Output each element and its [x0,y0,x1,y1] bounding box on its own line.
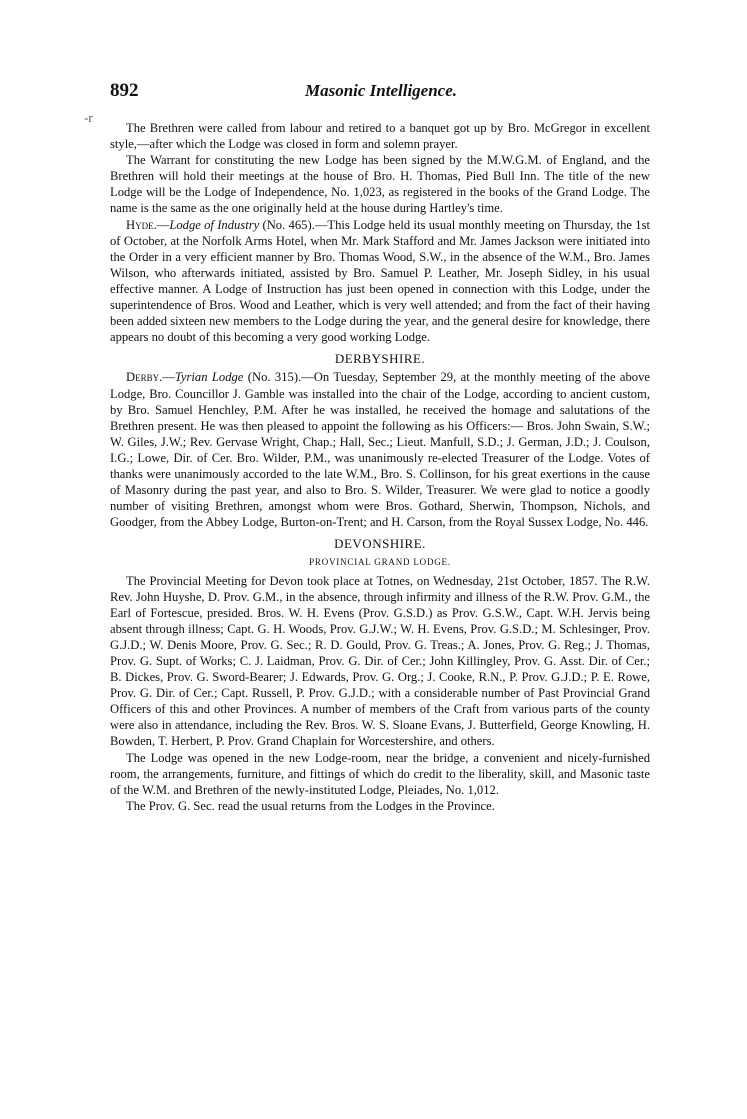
lodge-name-tyrian: Tyrian Lodge [174,370,244,385]
running-title: Masonic Intelligence. [304,81,458,100]
paragraph-derby: Derby.—Tyrian Lodge (No. 315).—On Tuesday, September 29, at the monthly meeting of the above Lodge, Bro. Councillor J. Gamble was installed into the chair of the Lodge, according to ancient custom, by Bro. Samuel Henchley, P.M. After he was installed, he received the homage and salutations of the Brethren present. He was then pleased to appoint the following as his Officers:— Bros. John Swain, S.W.; W. Giles, J.W.; Rev. Gervase Wright, Chap.; Hall, Sec.; Lieut. Manfull, S.D.; J. German, J.D.; J. Coulson, I.G.; Lowe, Dir. of Cer. Bro. Wilder, P.M., was unanimously re-elected Treasurer of the Lodge. Votes of thanks were unanimously accorded to the late W.M., Bro. S. Collinson, for his great exertions in the cause of Masonry during the past year, and also to Bro. S. Wilder, Treasurer. We were glad to notice a goodly number of visiting Brethren, amongst whom were Bros. Gothard, Sherwin, Thompson, Nichols, and Goodger, from the Abbey Lodge, Burton-on-Trent; and H. Carson, from the Royal Sussex Lodge, No. 446. [110,370,650,530]
paragraph-banquet: The Brethren were called from labour and retired to a banquet got up by Bro. McGregor in excellent style,—after which the Lodge was closed in form and solemn prayer. [110,121,650,152]
paragraph-devon-lodge-room: The Lodge was opened in the new Lodge-room, near the bridge, a convenient and nicely-furnished room, the arrangements, furniture, and fittings of which do credit to the liberality, skill, and Masonic taste of the W.M. and Brethren of the newly-instituted Lodge, Pleiades, No. 1,012. [110,750,650,797]
page-header [110,80,652,106]
derby-text: (No. 315).—On Tuesday, September 29, at the monthly meeting of the above Lodge, Bro. Councillor J. Gamble was installed into the chair of the Lodge, according to ancient custom, by Bro. Samuel Henchley, P.M. After he was installed, he received the homage and salutations of the Brethren present. He was then pleased to appoint the following as his Officers:— Bros. John Swain, S.W.; W. Giles, J.W.; Rev. Gervase Wright, Chap.; Hall, Sec.; Lieut. Manfull, S.D.; J. German, J.D.; J. Coulson, I.G.; Lowe, Dir. of Cer. Bro. Wilder, P.M., was unanimously re-elected Treasurer of the Lodge. Votes of thanks were unanimously accorded to the late W.M., Bro. S. Collinson, for his great exertions in the cause of Masonry during the past year, and also to Bro. S. Wilder, Treasurer. We were glad to notice a goodly number of visiting Brethren, amongst whom were Bros. Gothard, Sherwin, Thompson, Nichols, and Goodger, from the Abbey Lodge, Burton-on-Trent; and H. Carson, from the Royal Sussex Lodge, No. 446. [110,370,650,530]
sub-heading-provincial-grand-lodge: PROVINCIAL GRAND LODGE. [309,557,451,568]
section-heading-devonshire: DEVONSHIRE. [334,536,426,552]
hyde-text: (No. 465).—This Lodge held its usual monthly meeting on Thursday, the 1st of October, at the Norfolk Arms Hotel, when Mr. Mark Stafford and Mr. James Jackson were initiated into the Order in a very efficient manner by Bro. Thomas Wood, S.W., in the absence of the W.M., Bro. James Wilson, who afterwards initiated, assisted by Bro. Samuel P. Leather, Mr. Joseph Sidley, in his usual effective manner. A Lodge of Instruction has just been opened in connection with this Lodge, under the superintendence of Bros. Wood and Leather, which is very well attended; and from the fact of their having been added sixteen new members to the Lodge during the year, and the general desire for knowledge, there appears no doubt of this becoming a very good working Lodge. [110,217,650,345]
paragraph-devon-returns: The Prov. G. Sec. read the usual returns from the Lodges in the Province. [126,798,495,813]
section-heading-derbyshire: DERBYSHIRE. [334,351,426,367]
place-derby: Derby. [126,370,163,385]
paragraph-hyde: Hyde.—Lodge of Industry (No. 465).—This Lodge held its usual monthly meeting on Thursday, the 1st of October, at the Norfolk Arms Hotel, when Mr. Mark Stafford and Mr. James Jackson were initiated into the Order in a very efficient manner by Bro. Thomas Wood, S.W., in the absence of the W.M., Bro. James Wilson, who afterwards initiated, assisted by Bro. Samuel P. Leather, Mr. Joseph Sidley, in his usual effective manner. A Lodge of Instruction has just been opened in connection with this Lodge, under the superintendence of Bros. Wood and Leather, which is very well attended; and from the fact of their having been added sixteen new members to the Lodge during the year, and the general desire for knowledge, there appears no doubt of this becoming a very good working Lodge. [110,217,650,345]
paragraph-devon-meeting: The Provincial Meeting for Devon took place at Totnes, on Wednesday, 21st October, 1857. The R.W. Rev. John Huyshe, D. Prov. G.M., in the absence, through infirmity and illness of the R.W. Prov. G.M., the Earl of Fortescue, presided. Bros. W. H. Evens (Prov. G.S.D.) as Prov. G.S.W., Capt. W.H. Jervis being absent through illness; Capt. G. H. Woods, Prov. G.J.W.; W. H. Evens, Prov. G.S.D.; M. Schlesinger, Prov. G.J.D.; W. Denis Moore, Prov. G. Sec.; R. D. Gould, Prov. G. Treas.; A. Jones, Prov. G. Reg.; J. Thomas, Prov. G. Supt. of Works; C. J. Laidman, Prov. G. Dir. of Cer.; John Killingley, Prov. G. Asst. Dir. of Cer.; B. Dickes, Prov. G. Sword-Bearer; J. Edwards, Prov. G. Org.; J. Cooke, R.N., P. Prov. G.J.D.; P. E. Rowe, Prov. G. Dir. of Cer.; Capt. Russell, P. Prov. G.J.D.; with a considerable number of Past Provincial Grand Officers of this and other Provinces. A number of members of the Craft from various parts of the county were also in attendance, including the Rev. Bros. W. S. Sloane Evans, J. Butterfield, George Knowling, H. Bowden, T. Herbert, P. Prov. Grand Chaplain for Worcestershire, and others. [110,573,650,749]
paragraph-warrant: The Warrant for constituting the new Lodge has been signed by the M.W.G.M. of England, and the Brethren will hold their meetings at the house of Bro. H. Thomas, Pied Bull Inn. The title of the new Lodge will be the Lodge of Independence, No. 1,023, as registered in the books of the Grand Lodge. The name is the same as the one originally held at the house during Hartley's time. [110,153,650,216]
page-number: 892 [110,80,139,101]
article-body [110,120,650,814]
margin-mark: -r [84,110,93,125]
place-hyde: Hyde. [126,217,157,232]
lodge-name-industry: Lodge of Industry [169,217,260,232]
